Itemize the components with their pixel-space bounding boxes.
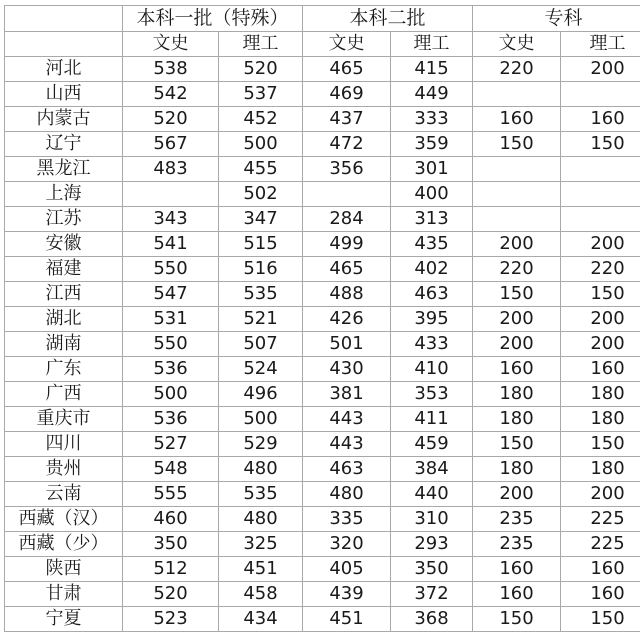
score-cell: 550 xyxy=(123,332,219,357)
province-cell: 宁夏 xyxy=(5,607,123,632)
score-cell: 200 xyxy=(561,332,640,357)
score-cell: 347 xyxy=(219,207,303,232)
score-cell: 150 xyxy=(473,282,561,307)
score-cell xyxy=(561,182,640,207)
score-cell: 343 xyxy=(123,207,219,232)
score-cell: 359 xyxy=(391,132,473,157)
score-cell: 180 xyxy=(473,382,561,407)
score-cell: 180 xyxy=(561,457,640,482)
score-cell: 435 xyxy=(391,232,473,257)
score-cell: 550 xyxy=(123,257,219,282)
score-cell: 465 xyxy=(303,257,391,282)
score-cell: 516 xyxy=(219,257,303,282)
score-cell: 520 xyxy=(123,107,219,132)
table-row xyxy=(5,132,640,157)
score-cell: 405 xyxy=(303,557,391,582)
province-cell: 甘肃 xyxy=(5,582,123,607)
score-cell: 180 xyxy=(473,407,561,432)
score-cell: 480 xyxy=(303,482,391,507)
score-cell: 200 xyxy=(561,482,640,507)
province-cell: 云南 xyxy=(5,482,123,507)
score-cell: 523 xyxy=(123,607,219,632)
score-cell: 443 xyxy=(303,432,391,457)
score-cell: 160 xyxy=(561,357,640,382)
header-row-subjects xyxy=(5,32,640,57)
score-cell: 451 xyxy=(303,607,391,632)
score-cell: 411 xyxy=(391,407,473,432)
table-header xyxy=(5,6,640,57)
score-cell: 524 xyxy=(219,357,303,382)
score-cell: 480 xyxy=(219,457,303,482)
score-cell: 310 xyxy=(391,507,473,532)
province-cell: 四川 xyxy=(5,432,123,457)
score-cell: 500 xyxy=(123,382,219,407)
score-cell: 160 xyxy=(473,357,561,382)
score-cell: 384 xyxy=(391,457,473,482)
score-cell xyxy=(561,157,640,182)
table-row xyxy=(5,107,640,132)
score-cell: 160 xyxy=(561,557,640,582)
score-cell: 200 xyxy=(561,232,640,257)
subheader-ligong: 理工 xyxy=(561,32,640,57)
score-cell: 368 xyxy=(391,607,473,632)
score-cell: 225 xyxy=(561,507,640,532)
province-cell: 陕西 xyxy=(5,557,123,582)
score-table xyxy=(4,5,640,632)
score-cell: 567 xyxy=(123,132,219,157)
score-cell: 483 xyxy=(123,157,219,182)
score-cell: 434 xyxy=(219,607,303,632)
score-cell: 542 xyxy=(123,82,219,107)
score-cell: 536 xyxy=(123,357,219,382)
score-cell: 480 xyxy=(219,507,303,532)
province-cell: 江西 xyxy=(5,282,123,307)
score-cell: 472 xyxy=(303,132,391,157)
score-cell: 200 xyxy=(561,57,640,82)
table-row xyxy=(5,232,640,257)
score-cell: 507 xyxy=(219,332,303,357)
score-cell: 372 xyxy=(391,582,473,607)
table-row xyxy=(5,57,640,82)
province-cell: 广西 xyxy=(5,382,123,407)
score-cell: 426 xyxy=(303,307,391,332)
score-cell: 400 xyxy=(391,182,473,207)
score-cell: 415 xyxy=(391,57,473,82)
score-cell xyxy=(123,182,219,207)
score-cell: 225 xyxy=(561,532,640,557)
score-cell: 200 xyxy=(473,307,561,332)
group-header-benke-yipi: 本科一批（特殊） xyxy=(123,6,303,32)
score-cell: 469 xyxy=(303,82,391,107)
table-body xyxy=(5,57,640,632)
province-cell: 安徽 xyxy=(5,232,123,257)
table-row xyxy=(5,557,640,582)
score-cell: 333 xyxy=(391,107,473,132)
table-row xyxy=(5,82,640,107)
subheader-ligong: 理工 xyxy=(219,32,303,57)
score-cell: 402 xyxy=(391,257,473,282)
header-row-groups xyxy=(5,6,640,32)
score-cell: 381 xyxy=(303,382,391,407)
score-cell: 433 xyxy=(391,332,473,357)
score-cell: 531 xyxy=(123,307,219,332)
table-row xyxy=(5,382,640,407)
table-row xyxy=(5,582,640,607)
province-cell: 辽宁 xyxy=(5,132,123,157)
table-row xyxy=(5,282,640,307)
table-row xyxy=(5,257,640,282)
score-cell: 150 xyxy=(561,432,640,457)
province-cell: 福建 xyxy=(5,257,123,282)
score-cell: 488 xyxy=(303,282,391,307)
province-cell: 贵州 xyxy=(5,457,123,482)
score-cell: 541 xyxy=(123,232,219,257)
score-cell: 538 xyxy=(123,57,219,82)
score-cell: 512 xyxy=(123,557,219,582)
corner-cell xyxy=(5,6,123,32)
table-row xyxy=(5,157,640,182)
province-cell: 重庆市 xyxy=(5,407,123,432)
score-cell: 410 xyxy=(391,357,473,382)
subheader-wenshi: 文史 xyxy=(473,32,561,57)
group-header-zhuanke: 专科 xyxy=(473,6,640,32)
score-cell: 313 xyxy=(391,207,473,232)
score-cell: 437 xyxy=(303,107,391,132)
score-cell: 455 xyxy=(219,157,303,182)
province-cell: 上海 xyxy=(5,182,123,207)
score-cell: 356 xyxy=(303,157,391,182)
score-cell: 463 xyxy=(303,457,391,482)
score-cell: 150 xyxy=(473,132,561,157)
score-cell: 150 xyxy=(473,432,561,457)
score-cell: 515 xyxy=(219,232,303,257)
score-cell xyxy=(561,207,640,232)
score-cell: 325 xyxy=(219,532,303,557)
province-cell: 西藏（少） xyxy=(5,532,123,557)
score-cell: 500 xyxy=(219,407,303,432)
score-cell: 501 xyxy=(303,332,391,357)
score-cell: 284 xyxy=(303,207,391,232)
table-row xyxy=(5,357,640,382)
score-cell: 520 xyxy=(123,582,219,607)
score-cell: 350 xyxy=(391,557,473,582)
score-cell: 150 xyxy=(561,607,640,632)
score-cell: 160 xyxy=(561,107,640,132)
province-cell: 江苏 xyxy=(5,207,123,232)
score-cell: 353 xyxy=(391,382,473,407)
province-cell: 西藏（汉） xyxy=(5,507,123,532)
score-cell: 350 xyxy=(123,532,219,557)
province-cell: 广东 xyxy=(5,357,123,382)
table-row xyxy=(5,407,640,432)
score-cell: 496 xyxy=(219,382,303,407)
score-cell xyxy=(473,207,561,232)
score-cell: 220 xyxy=(561,257,640,282)
score-cell: 500 xyxy=(219,132,303,157)
province-cell: 湖北 xyxy=(5,307,123,332)
score-cell: 449 xyxy=(391,82,473,107)
score-cell xyxy=(561,82,640,107)
score-cell: 463 xyxy=(391,282,473,307)
score-cell: 301 xyxy=(391,157,473,182)
score-cell: 458 xyxy=(219,582,303,607)
score-cell: 395 xyxy=(391,307,473,332)
table-row xyxy=(5,457,640,482)
score-cell: 200 xyxy=(473,332,561,357)
score-cell: 521 xyxy=(219,307,303,332)
score-cell: 452 xyxy=(219,107,303,132)
table-row xyxy=(5,307,640,332)
score-cell: 235 xyxy=(473,532,561,557)
table-row xyxy=(5,207,640,232)
corner-cell xyxy=(5,32,123,57)
table-row xyxy=(5,507,640,532)
table-row xyxy=(5,532,640,557)
score-cell: 150 xyxy=(561,132,640,157)
province-cell: 黑龙江 xyxy=(5,157,123,182)
score-cell: 220 xyxy=(473,257,561,282)
score-cell: 555 xyxy=(123,482,219,507)
score-cell xyxy=(473,182,561,207)
score-cell: 180 xyxy=(561,382,640,407)
score-cell: 180 xyxy=(473,457,561,482)
score-cell: 548 xyxy=(123,457,219,482)
score-cell: 180 xyxy=(561,407,640,432)
score-cell: 200 xyxy=(473,482,561,507)
subheader-wenshi: 文史 xyxy=(303,32,391,57)
score-cell: 459 xyxy=(391,432,473,457)
score-cell: 499 xyxy=(303,232,391,257)
table-row xyxy=(5,482,640,507)
score-cell: 160 xyxy=(473,557,561,582)
score-cell: 535 xyxy=(219,482,303,507)
province-cell: 内蒙古 xyxy=(5,107,123,132)
score-cell: 460 xyxy=(123,507,219,532)
score-cell: 451 xyxy=(219,557,303,582)
score-cell: 150 xyxy=(473,607,561,632)
table-row xyxy=(5,432,640,457)
score-cell: 160 xyxy=(473,107,561,132)
score-cell: 547 xyxy=(123,282,219,307)
score-cell: 502 xyxy=(219,182,303,207)
table-row xyxy=(5,607,640,632)
score-cell: 293 xyxy=(391,532,473,557)
score-cell: 529 xyxy=(219,432,303,457)
score-cell: 320 xyxy=(303,532,391,557)
province-cell: 河北 xyxy=(5,57,123,82)
group-header-benke-erpi: 本科二批 xyxy=(303,6,473,32)
score-cell xyxy=(473,157,561,182)
score-cell: 220 xyxy=(473,57,561,82)
score-cell: 235 xyxy=(473,507,561,532)
score-cell: 465 xyxy=(303,57,391,82)
score-cell: 440 xyxy=(391,482,473,507)
subheader-ligong: 理工 xyxy=(391,32,473,57)
table-row xyxy=(5,182,640,207)
score-cell: 439 xyxy=(303,582,391,607)
province-cell: 湖南 xyxy=(5,332,123,357)
score-cell: 520 xyxy=(219,57,303,82)
score-cell: 200 xyxy=(473,232,561,257)
score-cell: 443 xyxy=(303,407,391,432)
score-cell: 150 xyxy=(561,282,640,307)
score-cell: 527 xyxy=(123,432,219,457)
score-cell xyxy=(303,182,391,207)
score-cell: 160 xyxy=(473,582,561,607)
subheader-wenshi: 文史 xyxy=(123,32,219,57)
score-cell: 160 xyxy=(561,582,640,607)
score-cell: 537 xyxy=(219,82,303,107)
province-cell: 山西 xyxy=(5,82,123,107)
score-cell: 430 xyxy=(303,357,391,382)
score-cell: 535 xyxy=(219,282,303,307)
table-row xyxy=(5,332,640,357)
score-cell: 536 xyxy=(123,407,219,432)
score-cell: 200 xyxy=(561,307,640,332)
score-cell: 335 xyxy=(303,507,391,532)
score-cell xyxy=(473,82,561,107)
